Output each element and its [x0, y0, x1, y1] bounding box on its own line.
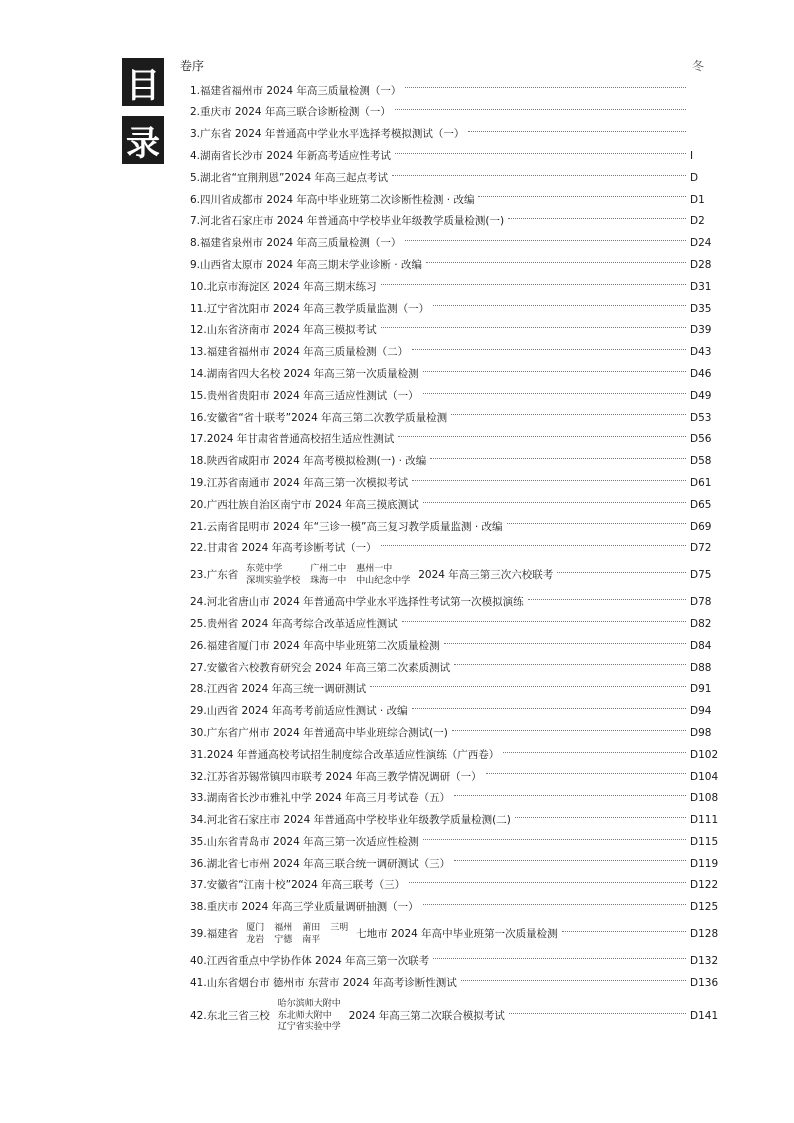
toc-entry-leader-dots: [423, 839, 686, 840]
toc-entry-page: D: [690, 171, 699, 184]
toc-entry-page: D115: [690, 835, 719, 848]
toc-entry[interactable]: [190, 744, 720, 766]
toc-entry-leader-dots: [454, 664, 686, 665]
toc-entry-school-list: [278, 999, 341, 1033]
toc-entry-page: D128: [690, 928, 719, 941]
toc-entry[interactable]: [190, 722, 720, 744]
toc-entry-page: D136: [690, 976, 719, 989]
toc-entry-page: D24: [690, 237, 712, 250]
toc-entry-school: 三明: [330, 923, 349, 934]
toc-entry-leader-dots: [395, 153, 686, 154]
toc-entry-page: D65: [690, 498, 712, 511]
toc-entry-title: 辽宁省沈阳市 2024 年高三教学质量监测（一）: [206, 302, 430, 315]
toc-entry-school: 东莞中学: [246, 564, 283, 575]
toc-entry-page: D108: [690, 792, 719, 805]
toc-entry[interactable]: [190, 538, 720, 560]
toc-entry-number: 23.: [190, 569, 207, 582]
toc-entry[interactable]: [190, 494, 720, 516]
toc-entry-page: D28: [690, 258, 712, 271]
toc-entry-leader-dots: [370, 686, 686, 687]
toc-entry[interactable]: [190, 972, 720, 994]
toc-entry-title: 东北三省三校: [206, 1009, 270, 1022]
toc-entry-title: 江苏省苏锡常镇四市联考 2024 年高三教学情况调研（一）: [206, 770, 482, 783]
toc-entry-leader-dots: [395, 109, 686, 110]
toc-entry[interactable]: [190, 254, 720, 276]
toc-entry-leader-dots: [454, 795, 686, 796]
toc-entry-leader-dots: [412, 480, 686, 481]
table-of-contents: [190, 80, 720, 1038]
toc-entry-number: 10.: [190, 280, 207, 293]
toc-entry-page: D125: [690, 901, 719, 914]
toc-entry-leader-dots: [508, 218, 686, 219]
toc-entry[interactable]: [190, 853, 720, 875]
toc-entry-page: D2: [690, 215, 705, 228]
toc-entry-number: 30.: [190, 726, 207, 739]
toc-entry[interactable]: [190, 145, 720, 167]
toc-entry-page: D61: [690, 476, 712, 489]
toc-entry-number: 6.: [190, 193, 201, 206]
toc-entry-school: 龙岩: [246, 934, 265, 945]
toc-entry-title: 贵州省 2024 年高考综合改革适应性测试: [206, 617, 398, 630]
toc-entry-title: 甘肃省 2024 年高考诊断考试（一）: [206, 542, 377, 555]
toc-entry[interactable]: [190, 918, 720, 950]
toc-entry-number: 12.: [190, 324, 207, 337]
toc-entry-number: 9.: [190, 258, 201, 271]
toc-entry-page: D82: [690, 617, 712, 630]
toc-entry-title: 山东省烟台市 德州市 东营市 2024 年高考诊断性测试: [206, 976, 457, 989]
toc-entry[interactable]: [190, 451, 720, 473]
toc-entry-number: 13.: [190, 346, 207, 359]
toc-entry-page: D1: [690, 193, 705, 206]
toc-entry-title: 云南省昆明市 2024 年“三诊一模”高三复习教学质量监测 · 改编: [206, 520, 503, 533]
toc-entry-page: D132: [690, 955, 719, 968]
toc-entry-number: 42.: [190, 1009, 207, 1022]
toc-entry-title: 湖北省“宜荆荆恩”2024 年高三起点考试: [200, 171, 388, 184]
toc-entry-leader-dots: [562, 931, 686, 932]
toc-entry-title: 福建省福州市 2024 年高三质量检测（二）: [206, 346, 409, 359]
toc-entry-number: 36.: [190, 857, 207, 870]
toc-entry-number: 21.: [190, 520, 207, 533]
toc-entry-number: 39.: [190, 928, 207, 941]
toc-entry-title: 广东省 2024 年普通高中学业水平选择考模拟测试（一）: [200, 128, 465, 141]
toc-entry-title: 广东省: [206, 569, 239, 582]
toc-entry-title: 福建省厦门市 2024 年高中毕业班第二次质量检测: [206, 639, 440, 652]
toc-entry-school: 辽宁省实验中学: [277, 1022, 341, 1033]
toc-entry-number: 27.: [190, 661, 207, 674]
toc-entry-page: D94: [690, 705, 712, 718]
toc-entry-title: 2024 年甘肃省普通高校招生适应性测试: [206, 433, 395, 446]
toc-entry-number: 8.: [190, 237, 201, 250]
toc-entry-leader-dots: [509, 1013, 686, 1014]
toc-entry-page: D141: [690, 1009, 719, 1022]
toc-entry-title-suffix: 七地市 2024 年高中毕业班第一次质量检测: [356, 928, 558, 941]
toc-entry[interactable]: [190, 167, 720, 189]
toc-entry-school: 厦门: [246, 923, 265, 934]
toc-entry-number: 22.: [190, 542, 207, 555]
toc-entry-number: 41.: [190, 976, 207, 989]
toc-entry-title: 北京市海淀区 2024 年高三期末练习: [206, 280, 377, 293]
toc-entry-leader-dots: [405, 240, 686, 241]
toc-entry-title: 安徽省“省十联考”2024 年高三第二次教学质量检测: [206, 411, 448, 424]
toc-entry-page: D69: [690, 520, 712, 533]
toc-entry-number: 20.: [190, 498, 207, 511]
preface-label: 卷序: [180, 59, 205, 73]
toc-entry-title: 江西省重点中学协作体 2024 年高三第一次联考: [206, 955, 430, 968]
toc-entry-title: 江苏省南通市 2024 年高三第一次模拟考试: [206, 476, 409, 489]
toc-entry[interactable]: [190, 124, 720, 146]
toc-entry-school: 福州: [274, 923, 293, 934]
toc-entry-school: 珠海一中: [310, 576, 347, 587]
toc-entry[interactable]: [190, 810, 720, 832]
toc-entry-number: 5.: [190, 171, 201, 184]
toc-side-title: [122, 58, 164, 174]
toc-entry-number: 26.: [190, 639, 207, 652]
toc-entry-number: 7.: [190, 215, 201, 228]
toc-entry[interactable]: [190, 897, 720, 919]
toc-entry-title: 山西省太原市 2024 年高三期末学业诊断 · 改编: [200, 258, 422, 271]
toc-entry-leader-dots: [461, 980, 686, 981]
toc-entry-title: 河北省唐山市 2024 年普通高中学业水平选择性考试第一次模拟演练: [206, 596, 524, 609]
toc-entry-title-suffix: 2024 年高三第二次联合模拟考试: [348, 1009, 505, 1022]
toc-entry[interactable]: [190, 472, 720, 494]
toc-entry-leader-dots: [454, 860, 686, 861]
toc-entry-number: 40.: [190, 955, 207, 968]
toc-entry-leader-dots: [381, 327, 686, 328]
toc-entry-page: D111: [690, 814, 719, 827]
toc-entry-title: 湖南省长沙市雅礼中学 2024 年高三月考试卷（五）: [206, 792, 451, 805]
toc-entry-title: 贵州省贵阳市 2024 年高三适应性测试（一）: [206, 389, 419, 402]
toc-entry-number: 4.: [190, 149, 201, 162]
toc-entry-page: D43: [690, 346, 712, 359]
toc-entry-title-suffix: 2024 年高三第三次六校联考: [418, 569, 554, 582]
toc-entry-number: 32.: [190, 770, 207, 783]
toc-entry[interactable]: [190, 831, 720, 853]
toc-entry-title: 山西省 2024 年高考考前适应性测试 · 改编: [206, 705, 408, 718]
toc-entry-school: 中山纪念中学: [356, 576, 411, 587]
toc-entry-number: 17.: [190, 433, 207, 446]
toc-entry[interactable]: [190, 189, 720, 211]
toc-entry[interactable]: [190, 766, 720, 788]
toc-entry-leader-dots: [423, 502, 686, 503]
toc-entry[interactable]: [190, 102, 720, 124]
toc-entry-title: 湖北省七市州 2024 年高三联合统一调研测试（三）: [206, 857, 451, 870]
toc-entry-title: 河北省石家庄市 2024 年普通高中学校毕业年级教学质量检测(二): [206, 814, 511, 827]
toc-entry-leader-dots: [412, 349, 686, 350]
toc-entry-number: 14.: [190, 367, 207, 380]
toc-entry-title: 福建省泉州市 2024 年高三质量检测（一）: [200, 237, 402, 250]
toc-entry-page: D72: [690, 542, 712, 555]
toc-entry-leader-dots: [452, 730, 686, 731]
toc-entry-number: 28.: [190, 683, 207, 696]
toc-entry[interactable]: [190, 385, 720, 407]
toc-entry-number: 11.: [190, 302, 207, 315]
toc-entry-page: D78: [690, 596, 712, 609]
toc-entry-school: 宁德: [274, 934, 293, 945]
toc-entry[interactable]: [190, 994, 720, 1038]
toc-entry-page: D75: [690, 569, 712, 582]
toc-entry-page: D58: [690, 455, 712, 468]
toc-entry[interactable]: [190, 701, 720, 723]
toc-entry-number: 35.: [190, 835, 207, 848]
toc-entry-school-list: [246, 923, 348, 946]
toc-entry-number: 3.: [190, 128, 201, 141]
toc-entry-title: 重庆市 2024 年高三联合诊断检测（一）: [200, 106, 391, 119]
toc-header: [180, 57, 704, 77]
toc-entry-page: D98: [690, 726, 712, 739]
toc-entry-number: 33.: [190, 792, 207, 805]
toc-entry[interactable]: [190, 80, 720, 102]
preface-page: 冬: [691, 59, 704, 73]
toc-entry-page: D102: [690, 748, 719, 761]
toc-entry[interactable]: [190, 211, 720, 233]
toc-entry-leader-dots: [412, 708, 686, 709]
toc-entry[interactable]: [190, 429, 720, 451]
toc-entry-page: D88: [690, 661, 712, 674]
toc-entry-page: D35: [690, 302, 712, 315]
toc-entry-title: 广西壮族自治区南宁市 2024 年高三摸底测试: [206, 498, 419, 511]
toc-entry-leader-dots: [468, 131, 686, 132]
toc-entry-leader-dots: [381, 284, 686, 285]
toc-entry[interactable]: [190, 560, 720, 592]
toc-entry[interactable]: [190, 516, 720, 538]
toc-entry-leader-dots: [423, 371, 686, 372]
toc-entry-leader-dots: [503, 752, 686, 753]
toc-entry-number: 29.: [190, 705, 207, 718]
toc-entry-school: 深圳实验学校: [246, 576, 301, 587]
toc-entry-title: 重庆市 2024 年高三学业质量调研抽测（一）: [206, 901, 419, 914]
toc-entry-page: D122: [690, 879, 719, 892]
toc-entry-leader-dots: [398, 436, 686, 437]
toc-entry-leader-dots: [507, 523, 687, 524]
toc-entry-number: 19.: [190, 476, 207, 489]
toc-entry-title: 山东省济南市 2024 年高三模拟考试: [206, 324, 377, 337]
toc-entry-number: 34.: [190, 814, 207, 827]
toc-entry-page: D53: [690, 411, 712, 424]
toc-entry[interactable]: [190, 342, 720, 364]
toc-entry-leader-dots: [486, 773, 686, 774]
toc-entry-leader-dots: [433, 305, 686, 306]
toc-entry-leader-dots: [423, 393, 686, 394]
toc-entry[interactable]: [190, 363, 720, 385]
toc-entry[interactable]: [190, 407, 720, 429]
toc-entry-school: 莆田: [302, 923, 321, 934]
toc-entry[interactable]: [190, 875, 720, 897]
toc-entry-page: D46: [690, 367, 712, 380]
toc-entry-title: 湖南省长沙市 2024 年新高考适应性考试: [200, 149, 391, 162]
toc-entry[interactable]: [190, 276, 720, 298]
side-title-char-2: 录: [122, 116, 164, 164]
toc-entry-leader-dots: [557, 572, 686, 573]
toc-entry-page: D31: [690, 280, 712, 293]
toc-entry-school: 广州二中: [310, 564, 347, 575]
toc-entry-page: D104: [690, 770, 719, 783]
toc-entry-leader-dots: [515, 817, 686, 818]
toc-entry-number: 38.: [190, 901, 207, 914]
side-title-char-1: 目: [122, 58, 164, 106]
toc-entry-school: 哈尔滨师大附中: [277, 998, 341, 1009]
toc-entry-title: 广东省广州市 2024 年普通高中毕业班综合测试(一): [206, 726, 448, 739]
toc-entry[interactable]: [190, 320, 720, 342]
toc-entry-page: D119: [690, 857, 719, 870]
toc-entry-leader-dots: [405, 87, 686, 88]
toc-entry-title: 福建省: [206, 928, 239, 941]
toc-entry-title: 安徽省六校教育研究会 2024 年高三第二次素质测试: [206, 661, 451, 674]
toc-entry-number: 24.: [190, 596, 207, 609]
toc-entry[interactable]: [190, 657, 720, 679]
toc-entry[interactable]: [190, 788, 720, 810]
toc-entry-leader-dots: [426, 262, 686, 263]
toc-entry-leader-dots: [451, 414, 686, 415]
toc-entry-number: 31.: [190, 748, 207, 761]
toc-entry[interactable]: [190, 950, 720, 972]
toc-entry-page: D91: [690, 683, 712, 696]
toc-entry-leader-dots: [381, 545, 686, 546]
toc-entry-title: 福建省福州市 2024 年高三质量检测（一）: [200, 84, 402, 97]
toc-entry-leader-dots: [478, 196, 686, 197]
toc-entry[interactable]: [190, 635, 720, 657]
toc-entry-page: D49: [690, 389, 712, 402]
toc-entry[interactable]: [190, 298, 720, 320]
toc-entry-leader-dots: [528, 599, 686, 600]
toc-entry-school: 惠州一中: [356, 564, 393, 575]
toc-entry-number: 18.: [190, 455, 207, 468]
toc-entry-school: 南平: [302, 934, 321, 945]
toc-entry-title: 河北省石家庄市 2024 年普通高中学校毕业年级教学质量检测(一): [200, 215, 505, 228]
toc-entry-leader-dots: [392, 175, 686, 176]
toc-entry-number: 2.: [190, 106, 201, 119]
toc-entry-number: 15.: [190, 389, 207, 402]
toc-entry-page: D84: [690, 639, 712, 652]
toc-entry-school: 东北师大附中: [277, 1010, 332, 1021]
toc-entry[interactable]: [190, 592, 720, 614]
toc-entry[interactable]: [190, 613, 720, 635]
toc-entry-leader-dots: [423, 904, 686, 905]
toc-entry-title: 安徽省“江南十校”2024 年高三联考（三）: [206, 879, 406, 892]
toc-entry-title: 四川省成都市 2024 年高中毕业班第二次诊断性检测 · 改编: [200, 193, 475, 206]
toc-entry-title: 2024 年普通高校考试招生制度综合改革适应性演练（广西卷）: [206, 748, 500, 761]
toc-entry-title: 山东省青岛市 2024 年高三第一次适应性检测: [206, 835, 419, 848]
toc-entry[interactable]: [190, 233, 720, 255]
toc-entry-leader-dots: [402, 621, 686, 622]
toc-entry[interactable]: [190, 679, 720, 701]
toc-entry-title: 湖南省四大名校 2024 年高三第一次质量检测: [206, 367, 419, 380]
toc-entry-number: 25.: [190, 617, 207, 630]
toc-entry-number: 16.: [190, 411, 207, 424]
toc-entry-number: 1.: [190, 84, 201, 97]
toc-entry-title: 陕西省咸阳市 2024 年高考模拟检测(一) · 改编: [206, 455, 427, 468]
toc-entry-leader-dots: [433, 958, 686, 959]
toc-entry-leader-dots: [444, 643, 686, 644]
toc-entry-page: I: [690, 149, 694, 162]
toc-entry-leader-dots: [409, 882, 686, 883]
toc-entry-title: 江西省 2024 年高三统一调研测试: [206, 683, 367, 696]
toc-entry-page: D39: [690, 324, 712, 337]
toc-entry-number: 37.: [190, 879, 207, 892]
toc-entry-leader-dots: [430, 458, 686, 459]
toc-entry-page: D56: [690, 433, 712, 446]
toc-entry-school-list: [246, 564, 410, 587]
